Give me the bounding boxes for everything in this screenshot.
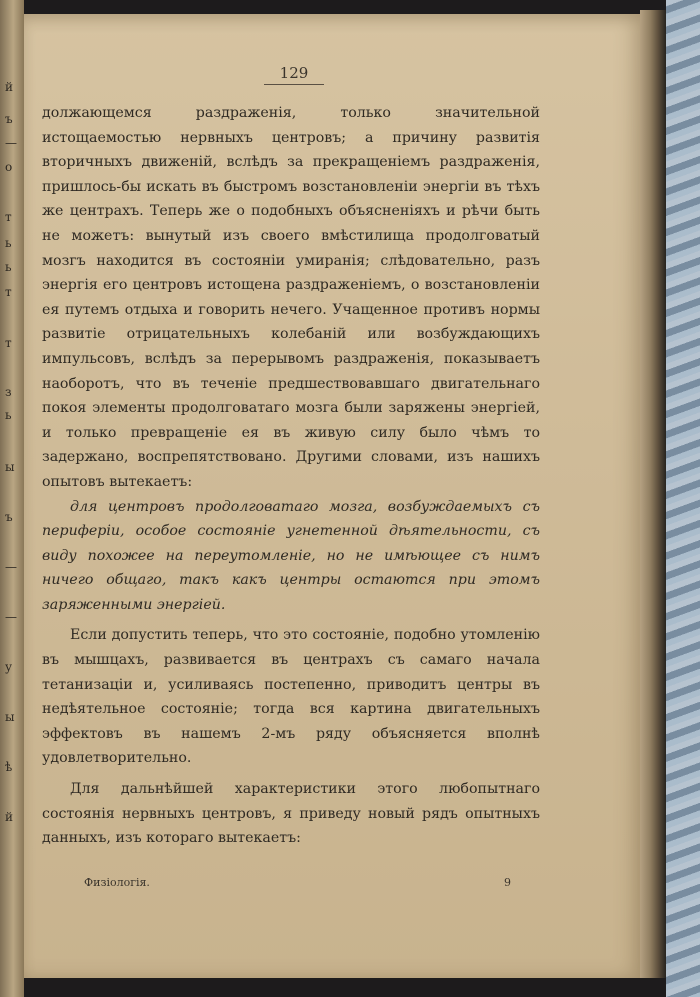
facing-page-glyph: й [5,80,13,94]
facing-page-glyph: о [5,160,13,174]
facing-page-glyph: т [5,285,12,299]
facing-page-glyph: — [5,610,17,624]
facing-page-glyph: ъ [5,112,13,126]
italic-conclusion: для центровъ продолговатаго мозга, возбуждаемыхъ съ периферіи, особое состояніе угнетенной дѣятельности, съ виду похожее на переутомленіе, но не имѣющее съ нимъ ничего общаго, такъ какъ центры остаются при этомъ заряженными энергіей. [42,498,540,613]
facing-page-glyph: ы [5,710,15,724]
facing-page-glyph: — [5,560,17,574]
facing-page-edge [0,0,24,997]
signature-mark: 9 [504,876,511,889]
facing-page-glyph: з [5,385,12,399]
page-body [42,101,540,851]
book-page [24,14,642,978]
facing-page-glyph: т [5,210,12,224]
facing-page-glyph: ъ [5,510,13,524]
page-number: 129 [264,64,324,85]
footer-title: Физіологія. [84,876,150,889]
facing-page-glyph: ь [5,408,12,422]
page-gutter-shadow [640,10,666,978]
facing-page-glyph: у [5,660,13,674]
marbled-book-edge [666,0,700,997]
paragraph: Если допустить теперь, что это состояніе, подобно утомленію въ мышцахъ, развивается въ центрахъ съ самаго начала тетанизаціи и, усиливаясь постепенно, приводитъ центры въ недѣятельное состояніе; тогда вся картина двигательныхъ эффектовъ въ нашемъ 2-мъ ряду объясняется вполнѣ удовлетворительно. [42,627,540,767]
page-footer [84,876,511,889]
facing-page-glyph: ь [5,236,12,250]
facing-page-glyph: — [5,136,17,150]
facing-page-glyph: й [5,810,13,824]
paragraph: должающемся раздраженія, только значительной истощаемостью нервныхъ центровъ; а причину развитія вторичныхъ движеній, вслѣдъ за прекращеніемъ раздраженія, пришлось-бы искать въ быстромъ возстановленіи энергіи въ тѣхъ же центрахъ. Теперь же о подобныхъ объясненіяхъ и рѣчи быть не можетъ: вынутый изъ своего вмѣстилища продолговатый мозгъ находится въ состояніи умиранія; слѣдовательно, разъ энергія его центровъ истощена раздраженіемъ, о возстановленіи ея путемъ отдыха и говорить нечего. Учащенное противъ нормы развитіе отрицательныхъ колебаній или возбуждающихъ импульсовъ, вслѣдъ за перерывомъ раздраженія, показываетъ наоборотъ, что въ теченіе предшествовавшаго двигательнаго покоя элементы продолговатаго мозга были заряжены энергіей, и только превращеніе ея въ живую силу было чѣмъ то задержано, воспрепятствовано. Другими словами, изъ нашихъ опытовъ вытекаетъ: [42,105,540,490]
facing-page-glyph: т [5,336,12,350]
paragraph: Для дальнѣйшей характеристики этого любопытнаго состоянія нервныхъ центровъ, я приведу новый рядъ опытныхъ данныхъ, изъ котораго вытекаетъ: [42,781,540,847]
facing-page-glyph: ы [5,460,15,474]
facing-page-glyph: ь [5,260,12,274]
facing-page-glyph: ѣ [5,760,13,774]
